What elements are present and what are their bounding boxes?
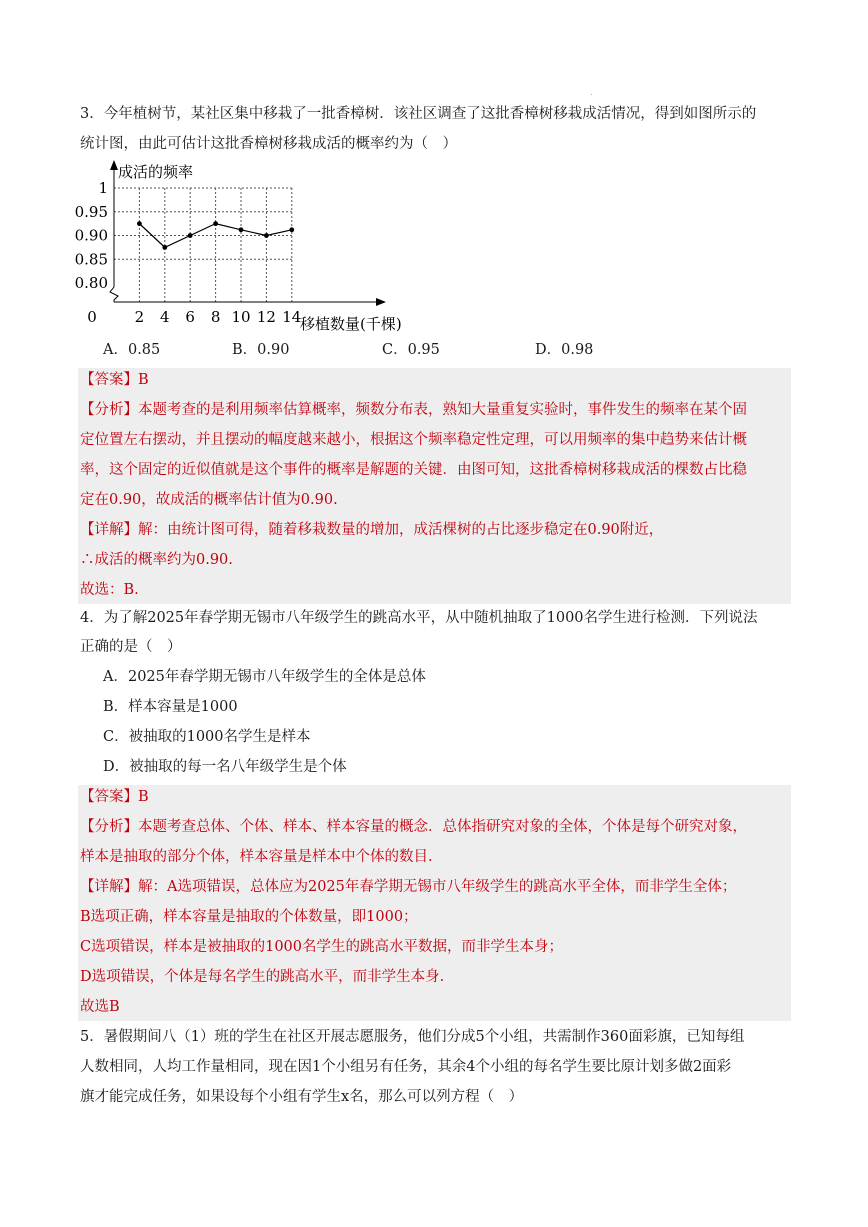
q4-detail-line1: 【详解】解：A选项错误，总体应为2025年春学期无锡市八年级学生的跳高水平全体，而非学生全体； <box>80 879 737 895</box>
q5-stem-line3: 旗才能完成任务，如果设每个小组有学生x名，那么可以列方程（ ） <box>80 1089 524 1105</box>
q3-detail-line2: ∴成活的概率约为0.90. <box>80 552 233 568</box>
y-tick-label: 0.85 <box>74 250 108 269</box>
q5-stem-line1: 5．暑假期间八（1）班的学生在社区开展志愿服务，他们分成5个小组，共需制作360面彩旗，已知每组 <box>80 1029 745 1045</box>
y-tick-label: 0.95 <box>74 202 108 221</box>
data-point <box>137 221 142 226</box>
x-tick-label: 0 <box>87 308 97 326</box>
q3-option-d: D．0.98 <box>535 342 594 358</box>
data-point <box>264 233 269 238</box>
q3-analysis-line1: 【分析】本题考查的是利用频率估算概率，频数分布表，熟知大量重复实验时，事件发生的频率在某个固 <box>80 402 747 418</box>
y-tick-label: 0.80 <box>74 274 108 292</box>
y-tick-label: 0.90 <box>74 226 108 245</box>
q4-option-b: B．样本容量是1000 <box>103 699 238 715</box>
q4-stem-line2: 正确的是（ ） <box>80 639 182 655</box>
x-tick-labels <box>87 308 301 326</box>
x-tick-label: 4 <box>160 308 170 326</box>
q4-detail-line4: D选项错误，个体是每名学生的跳高水平，而非学生本身. <box>80 969 445 985</box>
x-tick-label: 8 <box>210 308 221 326</box>
data-point <box>289 227 294 232</box>
q3-detail-line1: 【详解】解：由统计图可得，随着移栽数量的增加，成活棵树的占比逐步稳定在0.90附近， <box>80 522 664 538</box>
q4-analysis-line2: 样本是抽取的部分个体，样本容量是样本中个体的数目. <box>80 849 433 865</box>
chart-grid <box>114 188 292 302</box>
q3-option-a: A．0.85 <box>103 342 161 358</box>
q3-stem-line1: 3．今年植树节，某社区集中移栽了一批香樟树．该社区调查了这批香樟树移栽成活情况，得到如图所示的 <box>80 106 757 122</box>
q4-option-d: D．被抽取的每一名八年级学生是个体 <box>103 759 347 775</box>
q3-analysis-line2: 定位置左右摆动，并且摆动的幅度越来越小，根据这个频率稳定性定理，可以用频率的集中趋势来估计概 <box>80 432 747 448</box>
q3-answer: 【答案】B <box>80 372 149 388</box>
q3-analysis-line4: 定在0.90，故成活的概率估计值为0.90. <box>80 492 338 508</box>
chart-axes <box>110 160 386 306</box>
data-point <box>162 245 167 250</box>
q4-option-c: C．被抽取的1000名学生是样本 <box>103 729 311 745</box>
data-point <box>188 233 193 238</box>
q3-detail-line3: 故选：B. <box>80 582 139 598</box>
q4-analysis-line1: 【分析】本题考查总体、个体、样本、样本容量的概念．总体指研究对象的全体，个体是每个研究对象， <box>80 819 747 835</box>
x-tick-label: 10 <box>231 308 251 326</box>
data-point <box>213 221 218 226</box>
q4-option-a: A．2025年春学期无锡市八年级学生的全体是总体 <box>103 669 426 685</box>
q4-detail-line5: 故选B <box>80 999 120 1015</box>
q4-answer: 【答案】B <box>80 789 149 805</box>
top-mark: . <box>590 88 593 97</box>
q3-analysis-line3: 率，这个固定的近似值就是这个事件的概率是解题的关键．由图可知，这批香樟树移栽成活的棵数占比稳 <box>80 462 747 478</box>
x-axis-arrow <box>376 298 386 306</box>
y-axis-arrow <box>110 160 118 170</box>
q3-option-b: B．0.90 <box>232 342 290 358</box>
axis-break-mark <box>110 287 118 302</box>
q4-stem-line1: 4．为了解2025年春学期无锡市八年级学生的跳高水平，从中随机抽取了1000名学生进行检测．下列说法 <box>80 610 758 626</box>
y-tick-labels <box>75 179 108 292</box>
x-tick-label: 2 <box>134 308 145 326</box>
x-tick-label: 14 <box>282 308 302 326</box>
x-axis-label: 移植数量(千棵) <box>300 315 402 333</box>
q4-detail-line3: C选项错误，样本是被抽取的1000名学生的跳高水平数据，而非学生本身； <box>80 939 563 955</box>
q4-detail-line2: B选项正确，样本容量是抽取的个体数量，即1000； <box>80 909 418 925</box>
data-point <box>239 227 244 232</box>
y-tick-label: 1 <box>98 179 108 197</box>
q3-line-chart <box>70 158 430 338</box>
x-tick-label: 6 <box>185 308 195 326</box>
x-tick-label: 12 <box>256 308 276 326</box>
q5-stem-line2: 人数相同，人均工作量相同，现在因1个小组另有任务，其余4个小组的每名学生要比原计划多做2面彩 <box>80 1059 732 1075</box>
y-axis-label: 成活的频率 <box>118 163 194 181</box>
q3-option-c: C．0.95 <box>382 342 440 358</box>
q3-stem-line2: 统计图，由此可估计这批香樟树移栽成活的概率约为（ ） <box>80 136 457 152</box>
